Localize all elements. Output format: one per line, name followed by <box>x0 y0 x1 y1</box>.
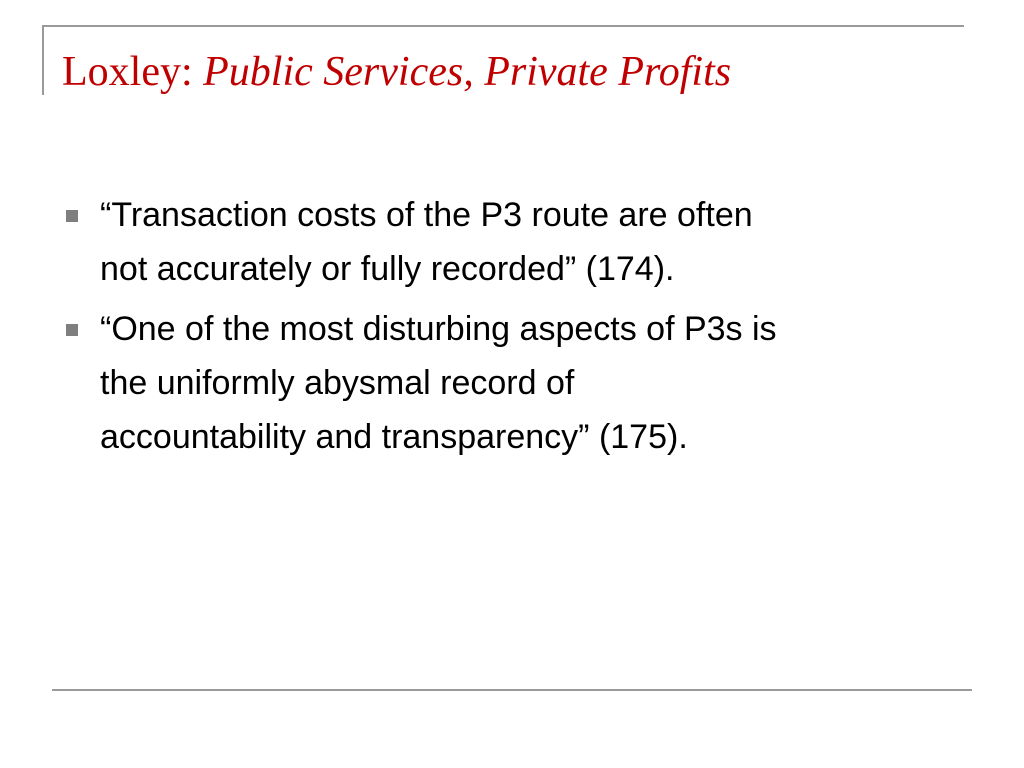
left-rule <box>42 25 44 95</box>
square-bullet-icon <box>62 302 100 356</box>
top-rule <box>44 25 964 27</box>
bullet-item <box>62 188 962 296</box>
square-bullet-icon <box>62 188 100 242</box>
bullet-text: “Transaction costs of the P3 route are often not accurately or fully recorded” (174). <box>100 196 753 288</box>
slide-title-author: Loxley: <box>62 49 204 95</box>
slide-title-book: Public Services, Private Profits <box>203 49 732 95</box>
bullet-list <box>62 188 962 470</box>
bullet-item <box>62 302 962 464</box>
bottom-rule <box>52 689 972 691</box>
bullet-text: “One of the most disturbing aspects of P3s is the uniformly abysmal record of accountability and transparency” (175). <box>100 310 777 456</box>
slide-title <box>62 44 731 100</box>
